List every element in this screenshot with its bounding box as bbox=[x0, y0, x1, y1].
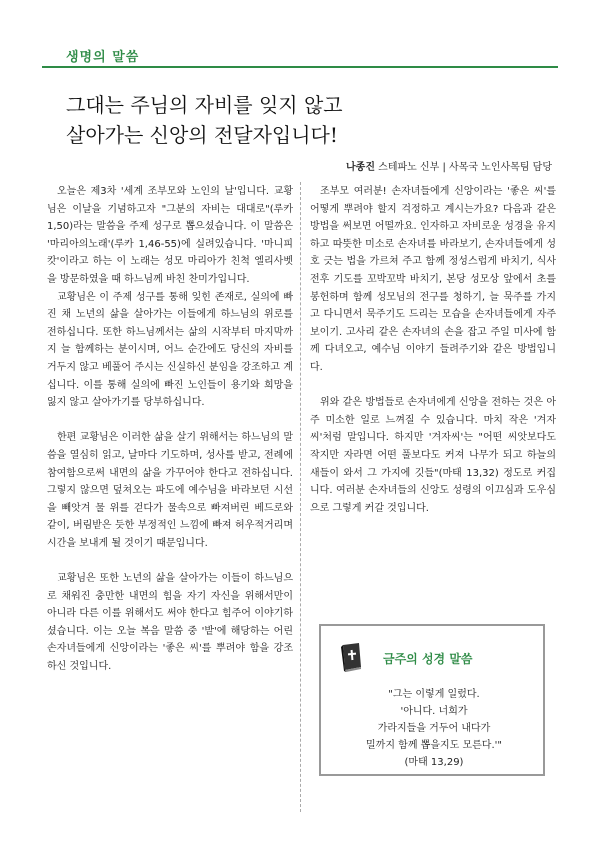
paragraph: 조부모 여러분! 손자녀들에게 신앙이라는 '좋은 씨'를 어떻게 뿌려야 할지 걱정하고 계시는가요? 다음과 같은 방법을 써보면 어떨까요. 인자하고 자비로운 성경을 유지하고 따뜻한 미소로 손자녀를 바라보기, 손자녀들에게 성호 긋는 법을 가르쳐 주고 함께 정성스럽게 바치기, 식사 전후 기도를 꼬박꼬박 바치기, 본당 성모상 앞에서 초를 봉헌하며 함께 성모님의 전구를 청하기, 늘 묵주를 가지고 다니면서 묵주기도 드리는 모습을 손자녀들에게 자주 보이기. 고사리 같은 손자녀의 손을 잡고 주일 미사에 함께 다녀오고, 예수님 이야기 들려주기와 같은 방법입니다. bbox=[310, 186, 556, 373]
author-name: 나종진 bbox=[346, 162, 375, 173]
paragraph: 교황님은 이 주제 성구를 통해 잊힌 존재로, 실의에 빠진 채 노년의 삶을 살아가는 이들에게 하느님의 위로를 전하십니다. 또한 하느님께서는 삶의 시작부터 마지막까지 늘 함께하는 분이시며, 어느 순간에도 당신의 자비를 거두지 않고 베풀어 주시는 신실하신 분임을 강조하고 계십니다. 이를 통해 실의에 빠진 노인들이 용기와 희망을 잃지 않고 살아가기를 당부하십니다. bbox=[47, 291, 293, 409]
column-divider bbox=[300, 182, 301, 812]
verse-box-title: 금주의 성경 말씀 bbox=[383, 652, 473, 666]
paragraph: 한편 교황님은 이러한 삶을 살기 위해서는 하느님의 말씀을 열심히 읽고, 날마다 기도하며, 성사를 받고, 전례에 참여함으로써 내면의 삶을 가꾸어야 한다고 전하십니다. 그렇지 않으면 덮쳐오는 파도에 예수님을 바라보던 시선을 빼앗겨 물 위를 걷다가 물속으로 빠져버린 베드로와 같이, 버림받은 듯한 부정적인 느낌에 빠져 허우적거리며 시간을 보내게 될 것이기 때문입니다. bbox=[47, 432, 293, 549]
title-line-1: 그대는 주님의 자비를 잊지 않고 bbox=[66, 93, 343, 117]
title-line-2: 살아가는 신앙의 전달자입니다! bbox=[66, 123, 338, 147]
weekly-verse-box bbox=[319, 624, 545, 776]
paragraph: 교황님은 또한 노년의 삶을 살아가는 이들이 하느님으로 채워진 충만한 내면의 힘을 자기 자신을 위해서만이 아니라 다른 이를 위해서도 써야 한다고 힘주어 이야기하셨습니다. 이는 오늘 복음 말씀 중 '밭'에 해당하는 어린 손자녀들에게 신앙이라는 '좋은 씨'를 뿌려야 함을 강조하신 것입니다. bbox=[47, 573, 293, 673]
author-role: 스테파노 신부 | 사목국 노인사목팀 담당 bbox=[374, 162, 552, 173]
paragraph: 위와 같은 방법들로 손자녀에게 신앙을 전하는 것은 아주 미소한 일로 느껴질 수 있습니다. 마치 작은 '겨자씨'처럼 말입니다. 하지만 '겨자씨'는 "어떤 씨앗보다도 작지만 자라면 어떤 풀보다도 커져 나무가 되고 하늘의 새들이 와서 그 가지에 깃들"(마태 13,32) 정도로 커집니다. 여러분 손자녀들의 신앙도 성령의 이끄심과 도우심으로 그렇게 커갈 것입니다. bbox=[310, 397, 556, 514]
header-rule bbox=[42, 66, 558, 68]
verse-line: 가라지들을 거두어 내다가 bbox=[377, 723, 491, 734]
verse-line: 밀까지 함께 뽑을지도 모른다.'" bbox=[366, 740, 502, 751]
byline bbox=[346, 158, 552, 173]
right-column bbox=[310, 183, 556, 517]
article-title bbox=[66, 90, 546, 150]
verse-reference: (마태 13,29) bbox=[404, 757, 464, 768]
verse-text bbox=[331, 686, 537, 771]
section-label: 생명의 말씀 bbox=[66, 50, 140, 65]
left-column bbox=[47, 183, 293, 676]
verse-line: '아니다. 너희가 bbox=[400, 706, 468, 717]
verse-line: "그는 이렇게 일렀다. bbox=[388, 689, 480, 700]
paragraph: 오늘은 제3차 '세계 조부모와 노인의 날'입니다. 교황님은 이날을 기념하고자 "그분의 자비는 대대로"(루카 1,50)라는 말씀을 주제 성구로 뽑으셨습니다. 이 말씀은 '마리아의노래'(루카 1,46-55)에 실려있습니다. '마니피캇'이라고 하는 이 노래는 성모 마리아가 친척 엘리사벳을 방문하였을 때 하느님께 바친 찬미가입니다. bbox=[47, 186, 293, 285]
bible-book-icon bbox=[339, 641, 365, 673]
